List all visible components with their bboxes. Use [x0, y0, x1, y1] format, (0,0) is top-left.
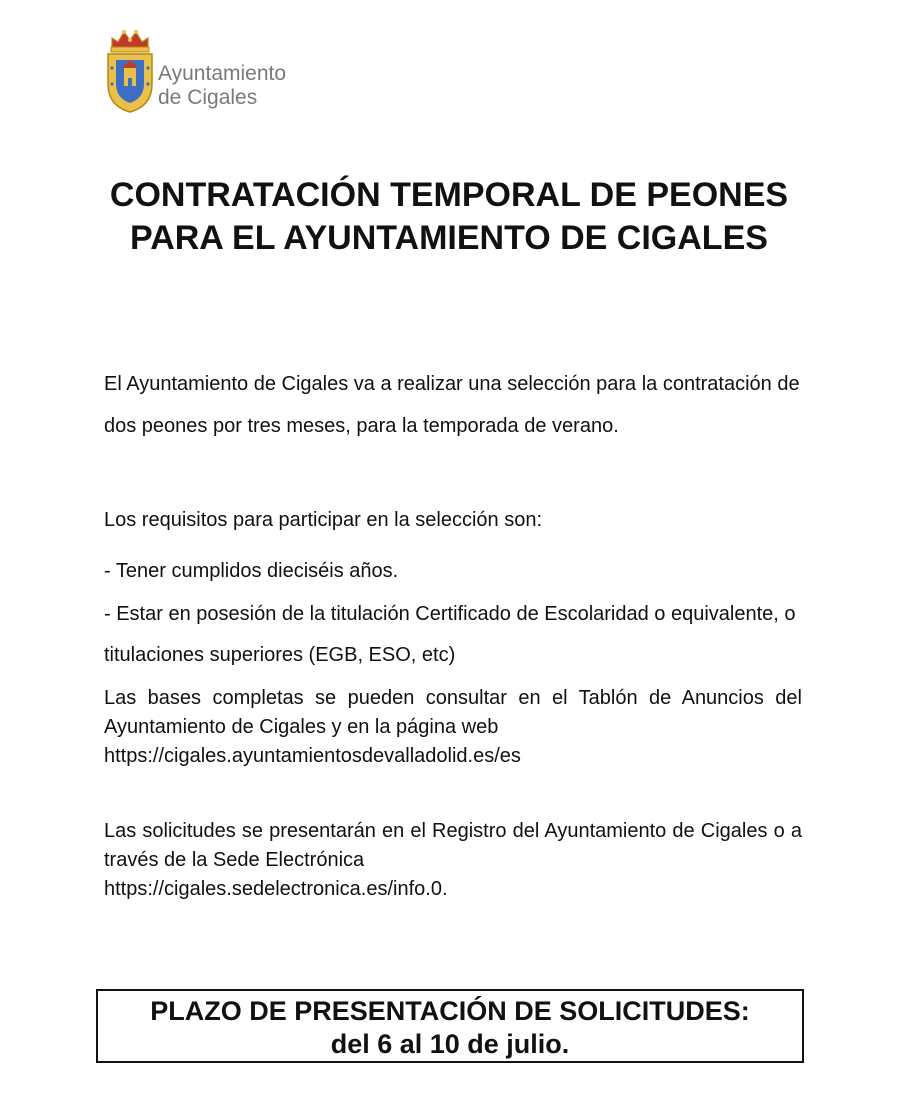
- logo-line-1: Ayuntamiento: [158, 62, 287, 85]
- coat-of-arms-icon: [104, 28, 156, 114]
- solicitudes-paragraph: [104, 817, 802, 904]
- deadline-box: [96, 989, 804, 1063]
- solicitudes-url: https://cigales.sedelectronica.es/info.0.: [104, 878, 448, 900]
- requirements-intro: Los requisitos para participar en la selección son:: [104, 509, 543, 531]
- bases-url: https://cigales.ayuntamientosdevalladolid.es/es: [104, 745, 521, 767]
- requirement-item-education: - Estar en posesión de la titulación Certificado de Escolaridad o equivalente, o titulaciones superiores (EGB, ESO, etc): [104, 603, 796, 666]
- municipality-logo: [104, 28, 344, 118]
- deadline-heading: PLAZO DE PRESENTACIÓN DE SOLICITUDES:: [150, 996, 750, 1026]
- requirement-item-age: - Tener cumplidos dieciséis años.: [104, 560, 399, 582]
- bases-text: Las bases completas se pueden consultar en el Tablón de Anuncios del Ayuntamiento de Cigales y en la página web: [104, 687, 802, 738]
- logo-line-2: de Cigales: [158, 86, 258, 109]
- deadline-dates: del 6 al 10 de julio.: [330, 1029, 570, 1059]
- solicitudes-text: Las solicitudes se presentarán en el Registro del Ayuntamiento de Cigales o a través de la Sede Electrónica: [104, 820, 802, 871]
- intro-paragraph: El Ayuntamiento de Cigales va a realizar una selección para la contratación de dos peones por tres meses, para la temporada de verano.: [104, 373, 800, 437]
- logo-wordmark: [158, 62, 286, 110]
- document-title: CONTRATACIÓN TEMPORAL DE PEONES PARA EL AYUNTAMIENTO DE CIGALES: [109, 176, 789, 257]
- bases-paragraph: [104, 684, 802, 771]
